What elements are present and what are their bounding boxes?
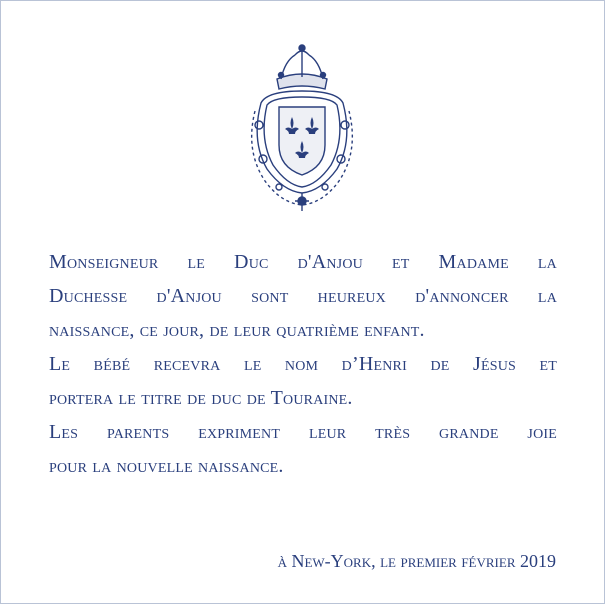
announcement-line: pour la nouvelle naissance. [49,455,284,477]
royal-coat-of-arms-fleur-de-lis-icon [237,41,367,213]
announcement-line: portera le titre de duc de Touraine. [49,387,353,409]
place-and-date: à New-York, le premier février 2019 [277,551,556,571]
announcement-line: naissance, ce jour, de leur quatrième enfant. [49,319,425,341]
announcement-body [49,245,557,483]
announcement-line: Les parents expriment leur très grande joie [49,421,557,443]
announcement-line: Monseigneur le Duc d'Anjou et Madame la [49,251,557,273]
announcement-line: Le bébé recevra le nom d’Henri de Jésus et [49,353,557,375]
announcement-line: Duchesse d'Anjou sont heureux d'annoncer la [49,285,557,307]
